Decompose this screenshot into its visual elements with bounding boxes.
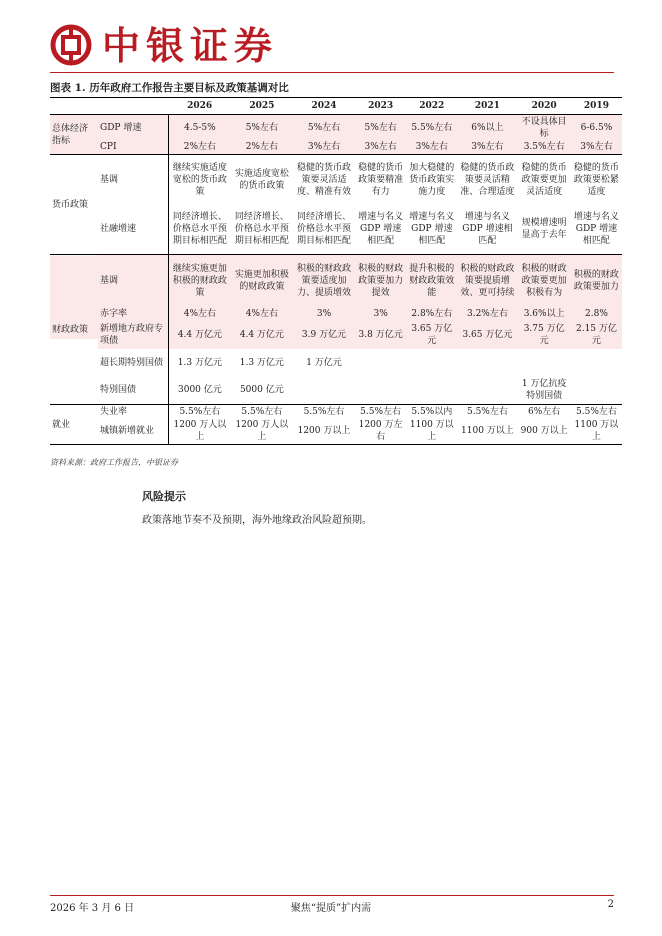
table-cell: 5000 亿元 — [231, 377, 293, 405]
table-cell: 1100 万以上 — [571, 419, 622, 445]
table-cell: 实施适度宽松的货币政策 — [234, 168, 289, 191]
table-row — [50, 321, 622, 349]
table-cell: 6%左右 — [528, 406, 561, 417]
table-cell: 1.3 万亿元 — [169, 349, 231, 377]
table-cell: 5.5%左右 — [466, 406, 508, 417]
table-cell: 4.4 万亿元 — [231, 321, 293, 349]
table-cell: 稳健的货币政策要更加灵活适度 — [521, 162, 567, 197]
table-cell: 900 万以上 — [517, 419, 570, 445]
table-cell: 5%左右 — [231, 115, 293, 141]
page-number: 2 — [607, 899, 614, 910]
table-cell: 3.65 万亿元 — [457, 321, 517, 349]
table-cell: 4.4 万亿元 — [169, 321, 231, 349]
table-cell: 稳健的货币政策要灵活适度、精准有效 — [296, 162, 351, 197]
table-cell: 稳健的货币政策要精准有力 — [358, 162, 404, 197]
year-header: 2022 — [406, 98, 457, 115]
table-cell: 3.9 万亿元 — [293, 321, 355, 349]
table-cell: 3%左右 — [457, 141, 517, 155]
table-cell: 稳健的货币政策要松紧适度 — [573, 162, 619, 197]
header-divider — [50, 72, 614, 73]
table-cell: 1200 万左右 — [355, 419, 406, 445]
source-note: 资料来源：政府工作报告，中银证券 — [50, 458, 178, 467]
table-cell: 积极的财政政策要适度加力、提质增效 — [293, 255, 355, 307]
table-row — [50, 419, 622, 445]
table-cell: 5.5%左右 — [169, 405, 231, 419]
table-cell: 6-6.5% — [571, 115, 622, 141]
table-cell: 增速与名义 GDP 增速相匹配 — [355, 205, 406, 255]
report-header — [50, 22, 614, 72]
table-cell: 1 万亿抗疫特别国债 — [517, 377, 570, 405]
table-cell: 同经济增长、价格总水平预期目标相匹配 — [231, 205, 293, 255]
table-cell: 4%左右 — [231, 307, 293, 321]
table-cell: 3%左右 — [571, 141, 622, 155]
table-cell: 继续实施更加积极的财政政策 — [169, 255, 231, 307]
table-row — [50, 115, 622, 141]
row-label: CPI — [98, 141, 169, 155]
group-label: 财政政策 — [50, 255, 98, 405]
table-cell: 积极的财政政策要加力 — [571, 255, 622, 307]
row-label: 城镇新增就业 — [98, 419, 169, 445]
row-label: 特别国债 — [98, 377, 169, 405]
row-label: 超长期特别国债 — [100, 357, 164, 368]
table-cell: 3.5%左右 — [517, 141, 570, 155]
year-header-row — [50, 98, 622, 115]
table-cell: 增速与名义 GDP 增速相匹配 — [406, 205, 457, 255]
table-cell: 1 万亿元 — [306, 357, 342, 368]
table-cell: 5.5%左右 — [303, 406, 345, 417]
header-blank — [50, 98, 98, 115]
table-cell: 4.5-5% — [169, 115, 231, 141]
table-cell — [571, 349, 622, 377]
row-label: 失业率 — [100, 406, 128, 417]
table-cell: 积极的财政政策要提质增效、更可持续 — [457, 255, 517, 307]
table-cell — [293, 377, 355, 405]
table-cell: 2.8% — [571, 307, 622, 321]
table-row — [50, 255, 622, 307]
table-cell: 不设具体目标 — [517, 115, 570, 141]
table-cell: 实施更加积极的财政政策 — [231, 255, 293, 307]
footer-divider — [50, 895, 614, 896]
table-cell: 1200 万人以上 — [169, 419, 231, 445]
group-label: 就业 — [50, 405, 98, 445]
table-cell: 增速与名义 GDP 增速相匹配 — [457, 205, 517, 255]
table-cell: 6%以上 — [457, 115, 517, 141]
table-cell — [355, 377, 406, 405]
year-header: 2026 — [169, 98, 231, 115]
table-cell: 5.5%左右 — [360, 406, 402, 417]
table-cell — [406, 377, 457, 405]
table-cell — [517, 349, 570, 377]
row-label: 新增地方政府专项债 — [98, 321, 169, 349]
table-cell: 增速与名义 GDP 增速相匹配 — [571, 205, 622, 255]
table-cell: 2%左右 — [169, 141, 231, 155]
group-label: 总体经济指标 — [50, 115, 98, 155]
table-cell: 5.5%以内 — [411, 406, 453, 417]
row-label: GDP 增速 — [98, 115, 169, 141]
table-cell: 4%左右 — [169, 307, 231, 321]
table-cell: 1100 万以上 — [406, 419, 457, 445]
footer-date: 2026 年 3 月 6 日 — [50, 903, 135, 914]
table-cell: 5.5%左右 — [406, 115, 457, 141]
table-cell: 3.8 万亿元 — [355, 321, 406, 349]
table-cell: 1.3 万亿元 — [239, 357, 284, 368]
table-cell: 3% — [293, 307, 355, 321]
table-cell: 积极的财政政策要加力提效 — [355, 255, 406, 307]
table-cell — [457, 349, 517, 377]
table-row — [50, 141, 622, 155]
table-cell: 积极的财政政策要更加积极有为 — [517, 255, 570, 307]
table-cell — [406, 349, 457, 377]
table-cell: 3%左右 — [406, 141, 457, 155]
table-cell: 同经济增长、价格总水平预期目标相匹配 — [169, 205, 231, 255]
table-row — [50, 307, 622, 321]
table-cell — [457, 377, 517, 405]
table-cell: 3.6%以上 — [517, 307, 570, 321]
year-header: 2024 — [293, 98, 355, 115]
table-cell: 3.65 万亿元 — [406, 321, 457, 349]
table-cell: 稳健的货币政策要灵活精准、合理适度 — [460, 162, 515, 197]
table-cell: 2%左右 — [231, 141, 293, 155]
policy-table — [50, 97, 622, 445]
table-cell: 同经济增长、价格总水平预期目标相匹配 — [293, 205, 355, 255]
brand-name: 中银证券 — [102, 24, 279, 68]
group-label: 货币政策 — [50, 155, 98, 255]
table-cell: 3.2%左右 — [457, 307, 517, 321]
figure-title: 图表 1. 历年政府工作报告主要目标及政策基调对比 — [50, 82, 289, 94]
risk-title: 风险提示 — [142, 490, 186, 503]
year-header: 2019 — [571, 98, 622, 115]
table-cell: 继续实施适度宽松的货币政策 — [169, 155, 231, 205]
table-cell: 3%左右 — [355, 141, 406, 155]
table-cell: 5.5%左右 — [241, 406, 283, 417]
table-cell: 3%左右 — [293, 141, 355, 155]
row-label: 基调 — [98, 255, 169, 307]
table-cell: 规模增速明显高于去年 — [517, 205, 570, 255]
row-label: 社融增速 — [98, 205, 169, 255]
table-row — [50, 155, 622, 205]
table-cell — [571, 377, 622, 405]
table-row — [50, 205, 622, 255]
table-cell: 5%左右 — [355, 115, 406, 141]
table-cell: 1200 万以上 — [293, 419, 355, 445]
table-cell: 提升积极的财政政策效能 — [406, 255, 457, 307]
table-cell: 5%左右 — [293, 115, 355, 141]
table-cell: 1200 万人以上 — [231, 419, 293, 445]
table-cell: 1100 万以上 — [457, 419, 517, 445]
risk-text: 政策落地节奏不及预期，海外地缘政治风险超预期。 — [142, 515, 372, 526]
table-cell: 3% — [355, 307, 406, 321]
row-label: 赤字率 — [98, 307, 169, 321]
table-cell: 5.5%左右 — [576, 406, 617, 417]
footer-title: 聚焦“提质”扩内需 — [290, 903, 372, 914]
year-header: 2020 — [517, 98, 570, 115]
year-header: 2025 — [231, 98, 293, 115]
table-cell: 2.8%左右 — [406, 307, 457, 321]
boc-logo-icon — [50, 24, 92, 66]
table-cell: 加大稳健的货币政策实施力度 — [409, 162, 455, 197]
table-cell: 2.15 万亿元 — [571, 321, 622, 349]
header-blank — [98, 98, 169, 115]
year-header: 2023 — [355, 98, 406, 115]
row-label: 基调 — [100, 174, 119, 185]
table-row — [50, 349, 622, 377]
table-cell: 3000 亿元 — [169, 377, 231, 405]
table-row — [50, 377, 622, 405]
table-cell — [355, 349, 406, 377]
table-row — [50, 405, 622, 419]
table-cell: 3.75 万亿元 — [517, 321, 570, 349]
year-header: 2021 — [457, 98, 517, 115]
